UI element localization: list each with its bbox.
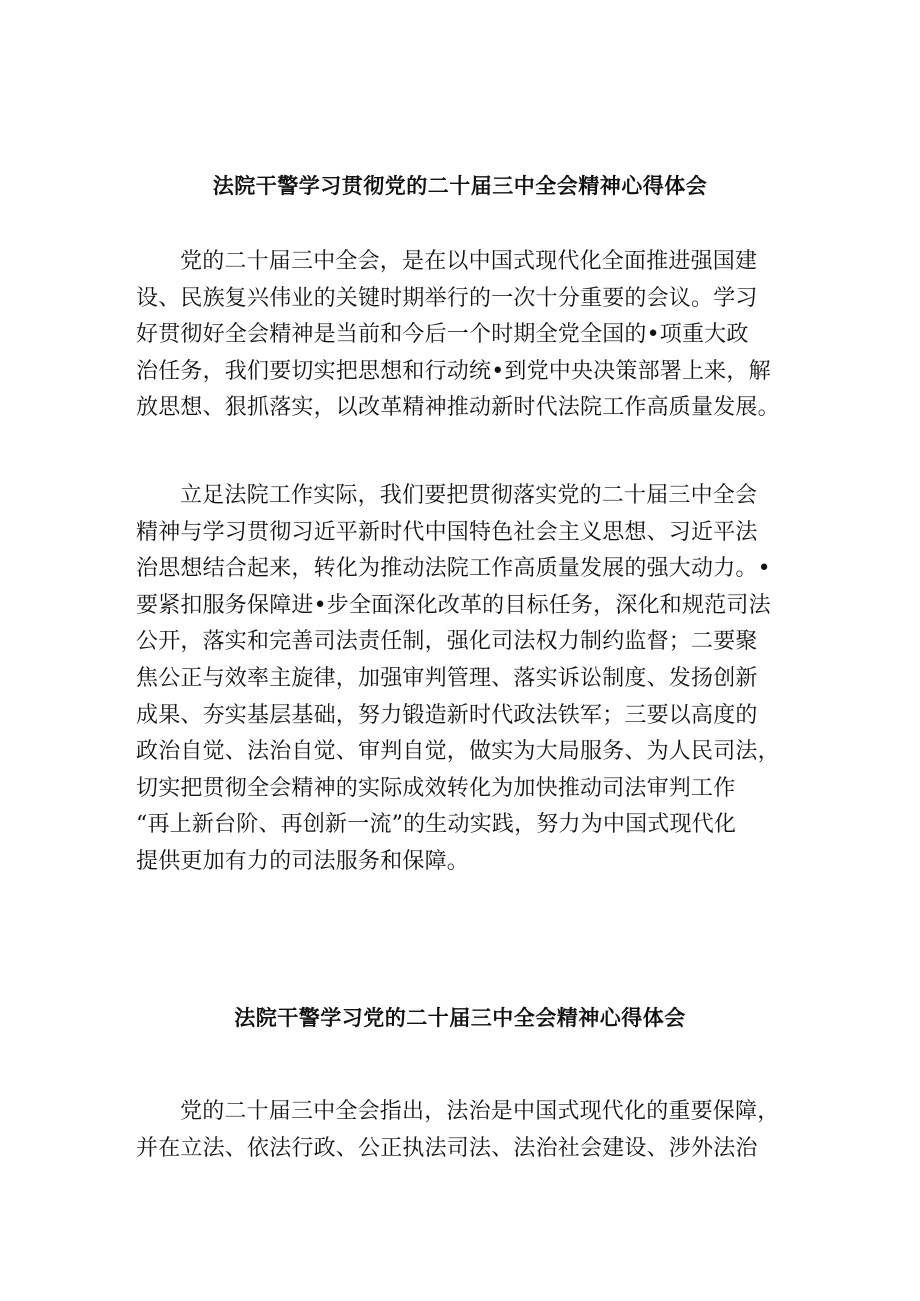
text-line: 党的二十届三中全会指出，法治是中国式现代化的重要保障，	[180, 1099, 780, 1124]
text-line: 要紧扣服务保障进•步全面深化改革的目标任务，深化和规范司法	[136, 592, 771, 618]
text-line: 成果、夯实基层基础，努力锻造新时代政法铁军；三要以高度的	[136, 702, 758, 728]
paragraph	[136, 1094, 796, 1167]
text-line: 治任务，我们要切实把思想和行动统•到党中央决策部署上来，解	[136, 358, 771, 384]
text-line: 好贯彻好全会精神是当前和今后一个时期全党全国的•项重大政	[136, 322, 749, 348]
text-line: 政治自觉、法治自觉、审判自觉，做实为大局服务、为人民司法，	[136, 739, 780, 765]
section-title: 法院干警学习党的二十届三中全会精神心得体会	[234, 1006, 686, 1030]
paragraph	[136, 478, 796, 881]
text-line: 治思想结合起来，转化为推动法院工作高质量发展的强大动力。•	[136, 556, 771, 582]
text-line: 设、民族复兴伟业的关键时期举行的一次十分重要的会议。学习	[136, 285, 758, 311]
text-line: 公开，落实和完善司法责任制，强化司法权力制约监督；二要聚	[136, 629, 758, 655]
text-line: 焦公正与效率主旋律，加强审判管理、落实诉讼制度、发扬创新	[136, 665, 758, 691]
paragraph	[136, 244, 796, 427]
text-line: 精神与学习贯彻习近平新时代中国特色社会主义思想、习近平法	[136, 519, 758, 545]
section-title: 法院干警学习贯彻党的二十届三中全会精神心得体会	[212, 174, 708, 198]
text-line: 立足法院工作实际，我们要把贯彻落实党的二十届三中全会	[180, 483, 758, 508]
text-line: 放思想、狠抓落实，以改革精神推动新时代法院工作高质量发展。	[136, 395, 780, 421]
text-line: 提供更加有力的司法服务和保障。	[136, 848, 470, 874]
text-line: “再上新台阶、再创新一流”的生动实践，努力为中国式现代化	[136, 812, 737, 838]
text-line: 并在立法、依法行政、公正执法司法、法治社会建设、涉外法治	[136, 1135, 758, 1161]
text-line: 党的二十届三中全会，是在以中国式现代化全面推进强国建	[180, 249, 758, 274]
text-line: 切实把贯彻全会精神的实际成效转化为加快推动司法审判工作	[136, 775, 736, 801]
